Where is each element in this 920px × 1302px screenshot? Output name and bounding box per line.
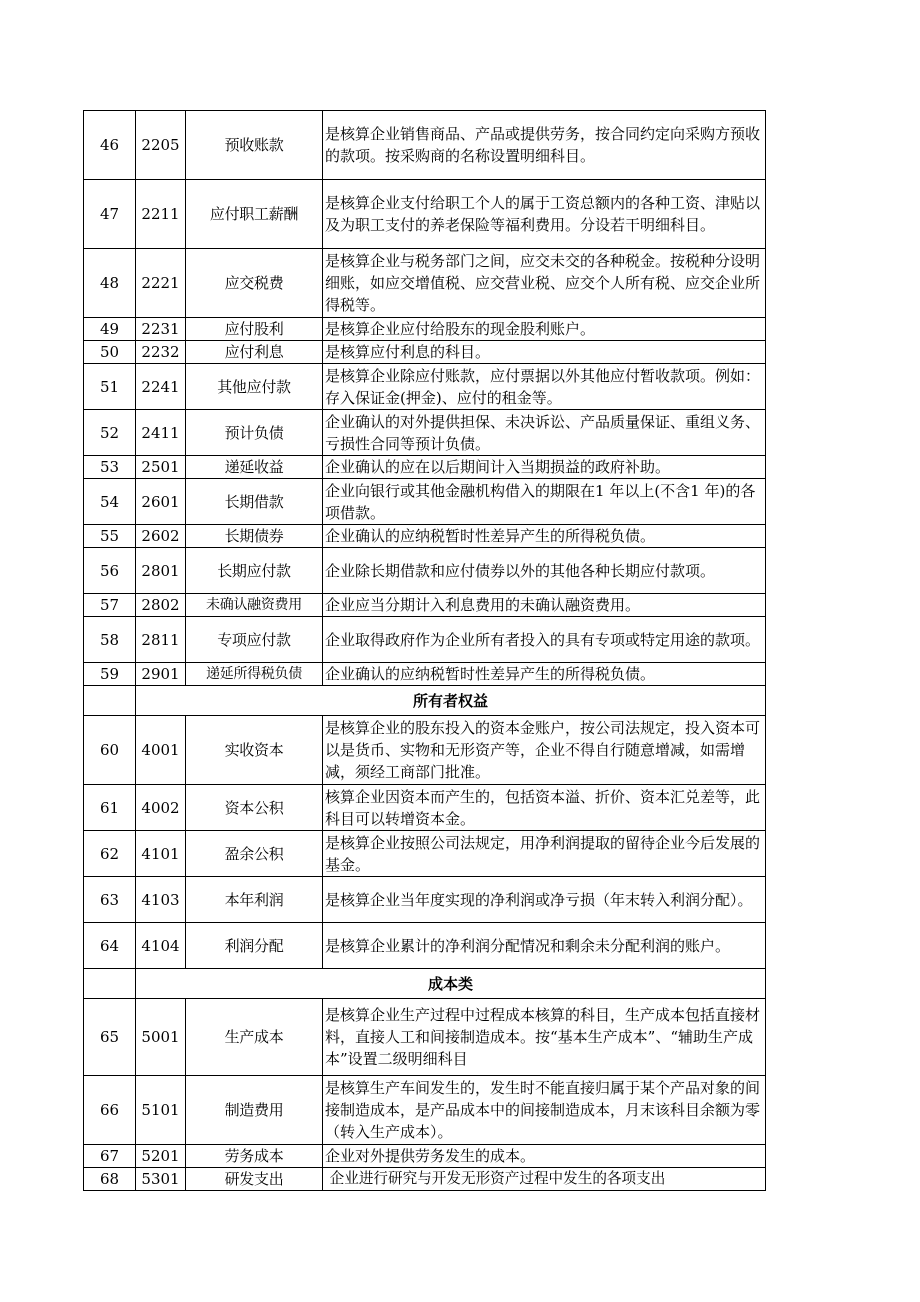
row-number: 65 bbox=[84, 999, 136, 1076]
row-number: 50 bbox=[84, 341, 136, 364]
account-code: 2241 bbox=[136, 364, 186, 410]
row-number: 46 bbox=[84, 111, 136, 180]
table-row bbox=[84, 663, 766, 686]
account-name: 长期应付款 bbox=[186, 548, 323, 594]
table-row bbox=[84, 364, 766, 410]
row-number: 49 bbox=[84, 318, 136, 341]
table-row bbox=[84, 1145, 766, 1168]
row-number: 67 bbox=[84, 1145, 136, 1168]
section-title-cost: 成本类 bbox=[136, 969, 766, 999]
account-description: 企业确认的对外提供担保、未决诉讼、产品质量保证、重组义务、亏损性合同等预计负债。 bbox=[323, 410, 766, 456]
account-name: 长期债券 bbox=[186, 525, 323, 548]
row-number: 48 bbox=[84, 249, 136, 318]
account-name: 研发支出 bbox=[186, 1168, 323, 1191]
table-row bbox=[84, 1076, 766, 1145]
table-row bbox=[84, 479, 766, 525]
table-row bbox=[84, 180, 766, 249]
row-number: 55 bbox=[84, 525, 136, 548]
account-description: 是核算企业累计的净利润分配情况和剩余未分配利润的账户。 bbox=[323, 923, 766, 969]
row-number: 63 bbox=[84, 877, 136, 923]
row-number: 54 bbox=[84, 479, 136, 525]
account-description: 是核算企业当年度实现的净利润或净亏损（年末转入利润分配）。 bbox=[323, 877, 766, 923]
account-name: 盈余公积 bbox=[186, 831, 323, 877]
account-description: 是核算企业支付给职工个人的属于工资总额内的各种工资、津贴以及为职工支付的养老保险等福利费用。分设若干明细科目。 bbox=[323, 180, 766, 249]
account-code: 5001 bbox=[136, 999, 186, 1076]
account-code: 2221 bbox=[136, 249, 186, 318]
account-description: 是核算企业除应付账款，应付票据以外其他应付暂收款项。例如：存入保证金(押金)、应付的租金等。 bbox=[323, 364, 766, 410]
account-name: 其他应付款 bbox=[186, 364, 323, 410]
table-row bbox=[84, 877, 766, 923]
row-number: 66 bbox=[84, 1076, 136, 1145]
account-description: 企业确认的应纳税暂时性差异产生的所得税负债。 bbox=[323, 663, 766, 686]
account-code: 5101 bbox=[136, 1076, 186, 1145]
account-description: 企业应当分期计入利息费用的未确认融资费用。 bbox=[323, 594, 766, 617]
account-description: 是核算企业按照公司法规定，用净利润提取的留待企业今后发展的基金。 bbox=[323, 831, 766, 877]
section-spacer bbox=[84, 686, 136, 716]
account-code: 4101 bbox=[136, 831, 186, 877]
table-row bbox=[84, 456, 766, 479]
table-row bbox=[84, 617, 766, 663]
account-description: 是核算企业应付给股东的现金股利账户。 bbox=[323, 318, 766, 341]
account-code: 2231 bbox=[136, 318, 186, 341]
account-code: 2801 bbox=[136, 548, 186, 594]
account-name: 专项应付款 bbox=[186, 617, 323, 663]
section-row bbox=[84, 686, 766, 716]
account-description: 是核算企业生产过程中过程成本核算的科目，生产成本包括直接材料，直接人工和间接制造成本。按“基本生产成本”、“辅助生产成本”设置二级明细科目 bbox=[323, 999, 766, 1076]
account-code: 2602 bbox=[136, 525, 186, 548]
account-code: 4104 bbox=[136, 923, 186, 969]
account-name: 资本公积 bbox=[186, 785, 323, 831]
account-description: 是核算生产车间发生的，发生时不能直接归属于某个产品对象的间接制造成本，是产品成本中的间接制造成本，月末该科目余额为零（转入生产成本）。 bbox=[323, 1076, 766, 1145]
account-name: 应交税费 bbox=[186, 249, 323, 318]
account-description: 是核算企业的股东投入的资本金账户，按公司法规定，投入资本可以是货币、实物和无形资产等，企业不得自行随意增减，如需增减，须经工商部门批准。 bbox=[323, 716, 766, 785]
account-code: 2411 bbox=[136, 410, 186, 456]
account-code: 5201 bbox=[136, 1145, 186, 1168]
row-number: 58 bbox=[84, 617, 136, 663]
account-name: 劳务成本 bbox=[186, 1145, 323, 1168]
account-description: 企业取得政府作为企业所有者投入的具有专项或特定用途的款项。 bbox=[323, 617, 766, 663]
row-number: 62 bbox=[84, 831, 136, 877]
table-row bbox=[84, 525, 766, 548]
table-row bbox=[84, 831, 766, 877]
account-name: 递延收益 bbox=[186, 456, 323, 479]
account-description: 是核算企业销售商品、产品或提供劳务，按合同约定向采购方预收的款项。按采购商的名称设置明细科目。 bbox=[323, 111, 766, 180]
table-row bbox=[84, 999, 766, 1076]
account-code: 2802 bbox=[136, 594, 186, 617]
account-description: 企业除长期借款和应付债券以外的其他各种长期应付款项。 bbox=[323, 548, 766, 594]
row-number: 64 bbox=[84, 923, 136, 969]
table-row bbox=[84, 594, 766, 617]
row-number: 68 bbox=[84, 1168, 136, 1191]
table-row bbox=[84, 548, 766, 594]
account-code: 2901 bbox=[136, 663, 186, 686]
section-row bbox=[84, 969, 766, 999]
row-number: 53 bbox=[84, 456, 136, 479]
row-number: 61 bbox=[84, 785, 136, 831]
account-name: 预收账款 bbox=[186, 111, 323, 180]
row-number: 52 bbox=[84, 410, 136, 456]
account-code: 4103 bbox=[136, 877, 186, 923]
row-number: 56 bbox=[84, 548, 136, 594]
row-number: 59 bbox=[84, 663, 136, 686]
account-description: 企业确认的应纳税暂时性差异产生的所得税负债。 bbox=[323, 525, 766, 548]
row-number: 60 bbox=[84, 716, 136, 785]
section-title-equity: 所有者权益 bbox=[136, 686, 766, 716]
row-number: 47 bbox=[84, 180, 136, 249]
account-description: 企业对外提供劳务发生的成本。 bbox=[323, 1145, 766, 1168]
account-code: 2211 bbox=[136, 180, 186, 249]
account-name: 应付职工薪酬 bbox=[186, 180, 323, 249]
section-spacer bbox=[84, 969, 136, 999]
account-code: 4002 bbox=[136, 785, 186, 831]
account-code: 4001 bbox=[136, 716, 186, 785]
table-row bbox=[84, 111, 766, 180]
table-row bbox=[84, 410, 766, 456]
table-row bbox=[84, 923, 766, 969]
account-name: 应付利息 bbox=[186, 341, 323, 364]
table-row bbox=[84, 249, 766, 318]
account-name: 生产成本 bbox=[186, 999, 323, 1076]
table-row bbox=[84, 716, 766, 785]
table-row bbox=[84, 341, 766, 364]
account-description: 核算企业因资本而产生的，包括资本溢、折价、资本汇兑差等，此科目可以转增资本金。 bbox=[323, 785, 766, 831]
account-name: 本年利润 bbox=[186, 877, 323, 923]
account-name: 实收资本 bbox=[186, 716, 323, 785]
table-row bbox=[84, 785, 766, 831]
account-code: 2232 bbox=[136, 341, 186, 364]
account-description: 企业向银行或其他金融机构借入的期限在1 年以上(不含1 年)的各项借款。 bbox=[323, 479, 766, 525]
accounts-table bbox=[83, 110, 766, 1191]
account-name: 应付股利 bbox=[186, 318, 323, 341]
account-description: 企业进行研究与开发无形资产过程中发生的各项支出 bbox=[323, 1168, 766, 1191]
row-number: 57 bbox=[84, 594, 136, 617]
account-name: 利润分配 bbox=[186, 923, 323, 969]
account-description: 企业确认的应在以后期间计入当期损益的政府补助。 bbox=[323, 456, 766, 479]
account-name: 长期借款 bbox=[186, 479, 323, 525]
account-name: 递延所得税负债 bbox=[186, 663, 323, 686]
account-description: 是核算应付利息的科目。 bbox=[323, 341, 766, 364]
account-code: 2811 bbox=[136, 617, 186, 663]
table-row bbox=[84, 1168, 766, 1191]
table-row bbox=[84, 318, 766, 341]
account-name: 未确认融资费用 bbox=[186, 594, 323, 617]
account-code: 2601 bbox=[136, 479, 186, 525]
account-code: 2501 bbox=[136, 456, 186, 479]
account-description: 是核算企业与税务部门之间，应交未交的各种税金。按税种分设明细账，如应交增值税、应交营业税、应交个人所有税、应交企业所得税等。 bbox=[323, 249, 766, 318]
account-name: 制造费用 bbox=[186, 1076, 323, 1145]
account-code: 2205 bbox=[136, 111, 186, 180]
row-number: 51 bbox=[84, 364, 136, 410]
account-name: 预计负债 bbox=[186, 410, 323, 456]
account-code: 5301 bbox=[136, 1168, 186, 1191]
